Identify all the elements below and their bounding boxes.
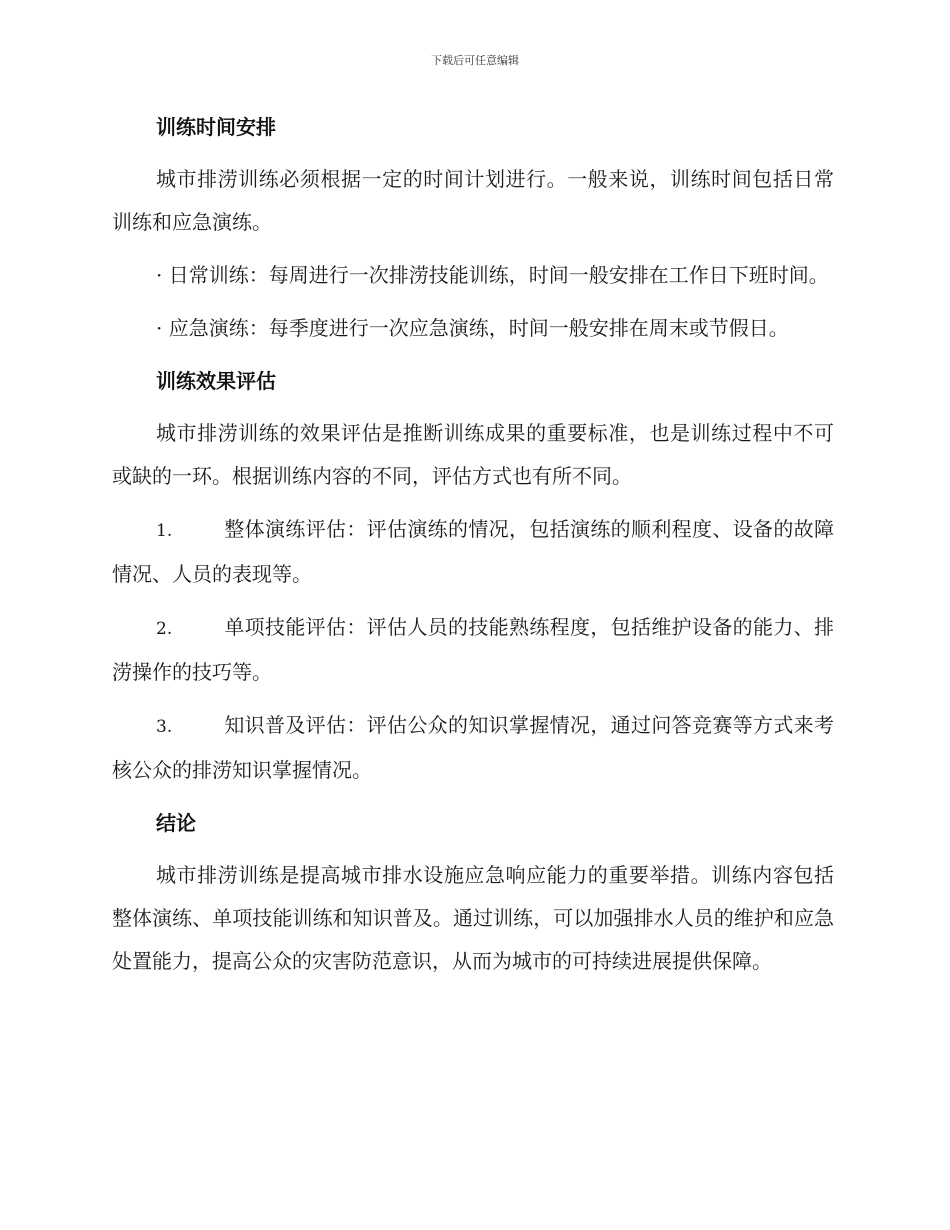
conclusion-paragraph: 城市排涝训练是提高城市排水设施应急响应能力的重要举措。训练内容包括整体演练、单项技能训练和知识普及。通过训练，可以加强排水人员的维护和应急处置能力，提高公众的灾害防范意识，从而为城市的可持续进展提供保障。 <box>112 863 834 973</box>
list-number: 3. <box>156 717 173 737</box>
page-header: 下载后可任意编辑 <box>431 54 519 67</box>
list-number: 1. <box>156 521 173 541</box>
document-body <box>112 106 834 983</box>
section-heading-schedule: 训练时间安排 <box>156 115 276 139</box>
list-text: 整体演练评估：评估演练的情况，包括演练的顺利程度、设备的故障情况、人员的表现等。 <box>112 517 834 586</box>
list-text: 单项技能评估：评估人员的技能熟练程度，包括维护设备的能力、排涝操作的技巧等。 <box>112 615 834 684</box>
evaluation-list-item-1 <box>112 508 834 596</box>
section-heading-evaluation: 训练效果评估 <box>156 369 276 393</box>
section-heading-conclusion: 结论 <box>156 811 196 835</box>
schedule-intro-paragraph: 城市排涝训练必须根据一定的时间计划进行。一般来说，训练时间包括日常训练和应急演练。 <box>112 167 834 234</box>
evaluation-list-item-3 <box>112 704 834 792</box>
list-number: 2. <box>156 619 173 639</box>
evaluation-intro-paragraph: 城市排涝训练的效果评估是推断训练成果的重要标准，也是训练过程中不可或缺的一环。根据训练内容的不同，评估方式也有所不同。 <box>112 421 834 488</box>
schedule-bullet-emergency: · 应急演练：每季度进行一次应急演练，时间一般安排在周末或节假日。 <box>156 316 789 340</box>
schedule-bullet-daily: · 日常训练：每周进行一次排涝技能训练，时间一般安排在工作日下班时间。 <box>156 263 829 287</box>
list-text: 知识普及评估：评估公众的知识掌握情况，通过问答竞赛等方式来考核公众的排涝知识掌握情况。 <box>112 713 834 782</box>
evaluation-list-item-2 <box>112 606 834 694</box>
